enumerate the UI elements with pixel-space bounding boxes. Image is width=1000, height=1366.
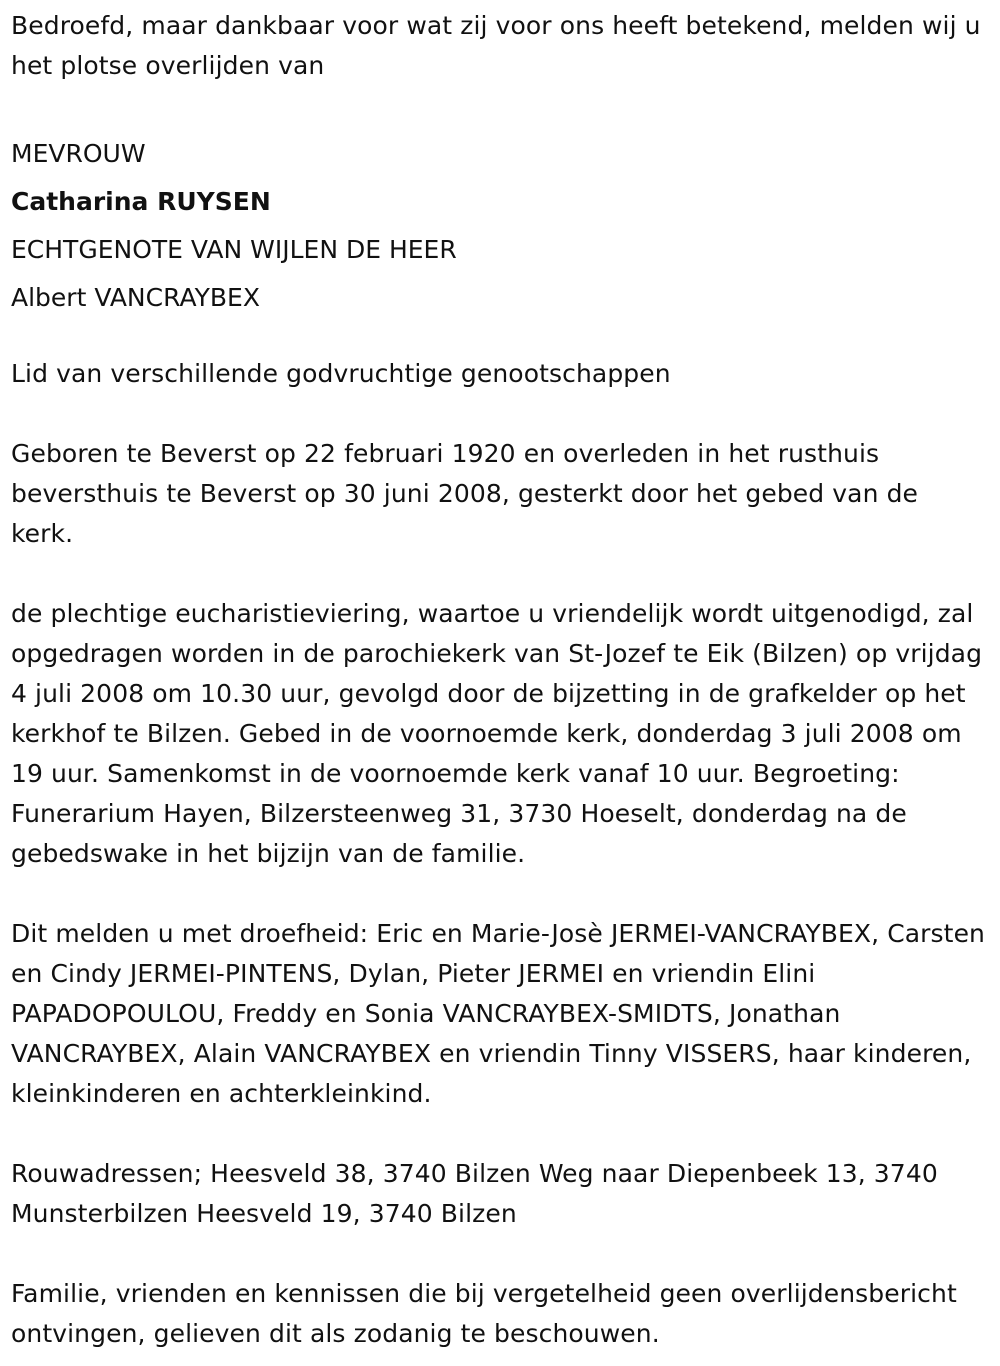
relation-line: ECHTGENOTE VAN WIJLEN DE HEER xyxy=(11,235,457,264)
closing-paragraph: Familie, vrienden en kennissen die bij vergetelheid geen overlijdensbericht ontvingen, gelieven dit als zodanig te beschouwen. xyxy=(11,1279,957,1348)
spacer xyxy=(11,1234,988,1274)
birth-death-paragraph: Geboren te Beverst op 22 februari 1920 en overleden in het rusthuis beversthuis te Beverst op 30 juni 2008, gesterkt door het gebed van de kerk. xyxy=(11,439,919,548)
spacer xyxy=(11,322,988,354)
spacer xyxy=(11,874,988,914)
family-paragraph: Dit melden u met droefheid: Eric en Marie-Josè JERMEI-VANCRAYBEX, Carsten en Cindy JERMEI-PINTENS, Dylan, Pieter JERMEI en vriendin Elini PAPADOPOULOU, Freddy en Sonia VANCRAYBEX-SMIDTS, Jonathan VANCRAYBEX, Alain VANCRAYBEX en vriendin Tinny VISSERS, haar kinderen, kleinkinderen en achterkleinkind. xyxy=(11,919,985,1108)
spacer xyxy=(11,86,988,126)
deceased-name: Catharina RUYSEN xyxy=(11,187,271,216)
spacer xyxy=(11,394,988,434)
spacer xyxy=(11,554,988,594)
spouse-name: Albert VANCRAYBEX xyxy=(11,283,260,312)
honorific-title: MEVROUW xyxy=(11,139,146,168)
spacer xyxy=(11,1114,988,1154)
addresses-paragraph: Rouwadressen; Heesveld 38, 3740 Bilzen Weg naar Diepenbeek 13, 3740 Munsterbilzen Heesveld 19, 3740 Bilzen xyxy=(11,1159,938,1228)
membership-paragraph: Lid van verschillende godvruchtige genootschappen xyxy=(11,359,671,388)
deceased-header xyxy=(11,126,988,322)
intro-paragraph: Bedroefd, maar dankbaar voor wat zij voor ons heeft betekend, melden wij u het plotse overlijden van xyxy=(11,11,981,80)
ceremony-paragraph: de plechtige eucharistieviering, waartoe u vriendelijk wordt uitgenodigd, zal opgedragen worden in de parochiekerk van St-Jozef te Eik (Bilzen) op vrijdag 4 juli 2008 om 10.30 uur, gevolgd door de bijzetting in de grafkelder op het kerkhof te Bilzen. Gebed in de voornoemde kerk, donderdag 3 juli 2008 om 19 uur. Samenkomst in de voornoemde kerk vanaf 10 uur. Begroeting: Funerarium Hayen, Bilzersteenweg 31, 3730 Hoeselt, donderdag na de gebedswake in het bijzijn van de familie. xyxy=(11,599,983,868)
